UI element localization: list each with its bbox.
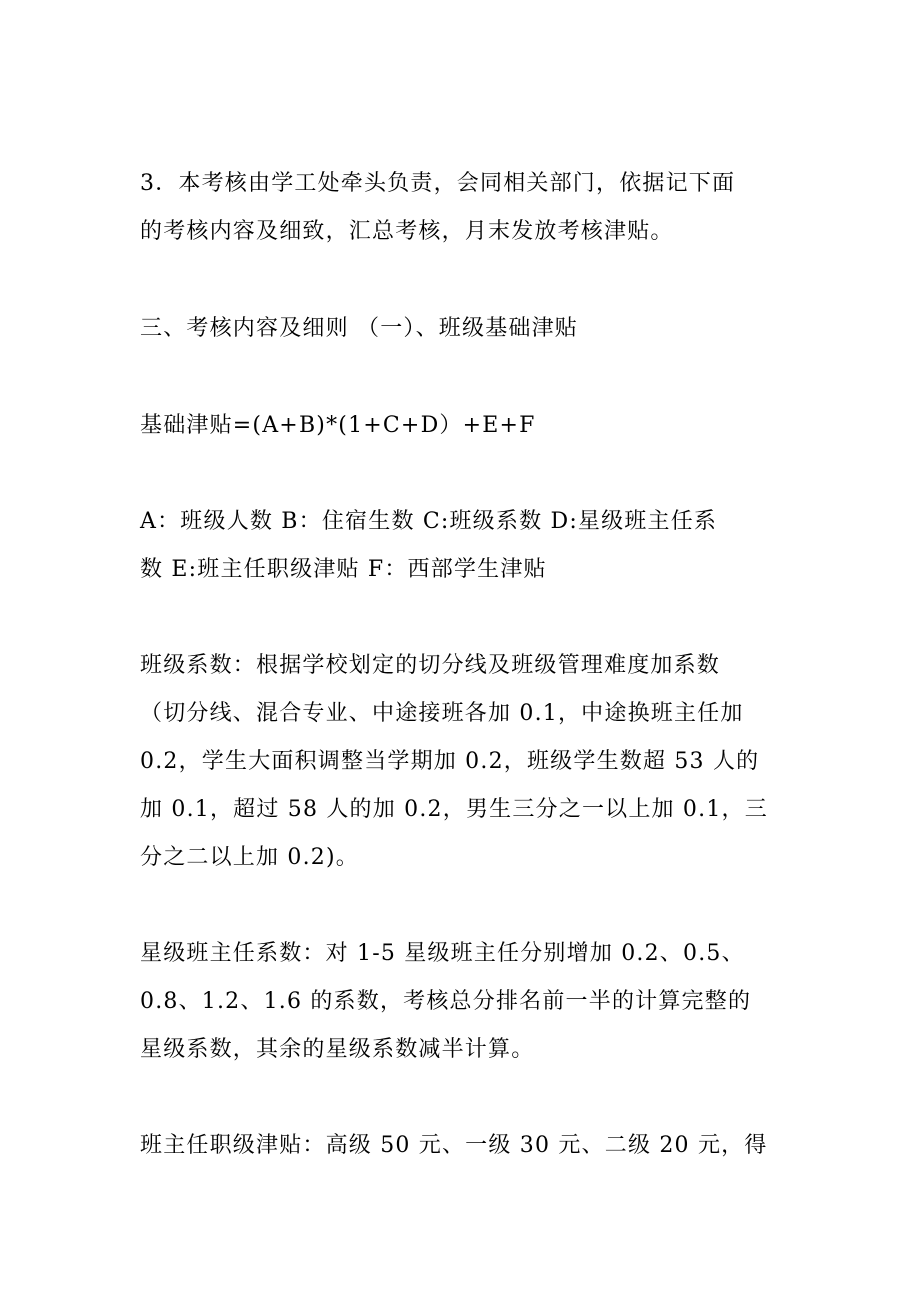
paragraph-assessment-responsibility bbox=[140, 160, 782, 256]
text-line: 加 0.1，超过 58 人的加 0.2，男生三分之一以上加 0.1，三 bbox=[140, 797, 768, 822]
paragraph-rank-allowance bbox=[140, 1122, 782, 1170]
text-line: 三、考核内容及细则 （一）、班级基础津贴 bbox=[140, 316, 578, 341]
text-line: （切分线、混合专业、中途接班各加 0.1，中途换班主任加 bbox=[140, 701, 744, 726]
text-line: 班级系数：根据学校划定的切分线及班级管理难度加系数 bbox=[140, 653, 721, 678]
text-line: 0.8、1.2、1.6 的系数，考核总分排名前一半的计算完整的 bbox=[140, 989, 752, 1014]
text-line: A：班级人数 B：住宿生数 C:班级系数 D:星级班主任系 bbox=[140, 509, 718, 534]
text-line: 的考核内容及细致，汇总考核，月末发放考核津贴。 bbox=[140, 219, 674, 244]
text-line: 基础津贴=(A+B)*(1+C+D）+E+F bbox=[140, 413, 536, 438]
formula-basic-allowance bbox=[140, 402, 782, 450]
text-line: 3．本考核由学工处牵头负责，会同相关部门，依据记下面 bbox=[140, 171, 736, 196]
paragraph-class-coefficient bbox=[140, 642, 782, 882]
text-line: 数 E:班主任职级津贴 F：西部学生津贴 bbox=[140, 557, 547, 582]
text-line: 星级班主任系数：对 1-5 星级班主任分别增加 0.2、0.5、 bbox=[140, 941, 745, 966]
text-line: 班主任职级津贴：高级 50 元、一级 30 元、二级 20 元，得 bbox=[140, 1133, 768, 1158]
text-line: 星级系数，其余的星级系数减半计算。 bbox=[140, 1037, 535, 1062]
section-heading-assessment-content bbox=[140, 305, 782, 353]
paragraph-variable-definitions bbox=[140, 498, 782, 594]
text-line: 0.2，学生大面积调整当学期加 0.2，班级学生数超 53 人的 bbox=[140, 749, 760, 774]
text-line: 分之二以上加 0.2)。 bbox=[140, 845, 359, 870]
paragraph-star-teacher-coefficient bbox=[140, 930, 782, 1074]
